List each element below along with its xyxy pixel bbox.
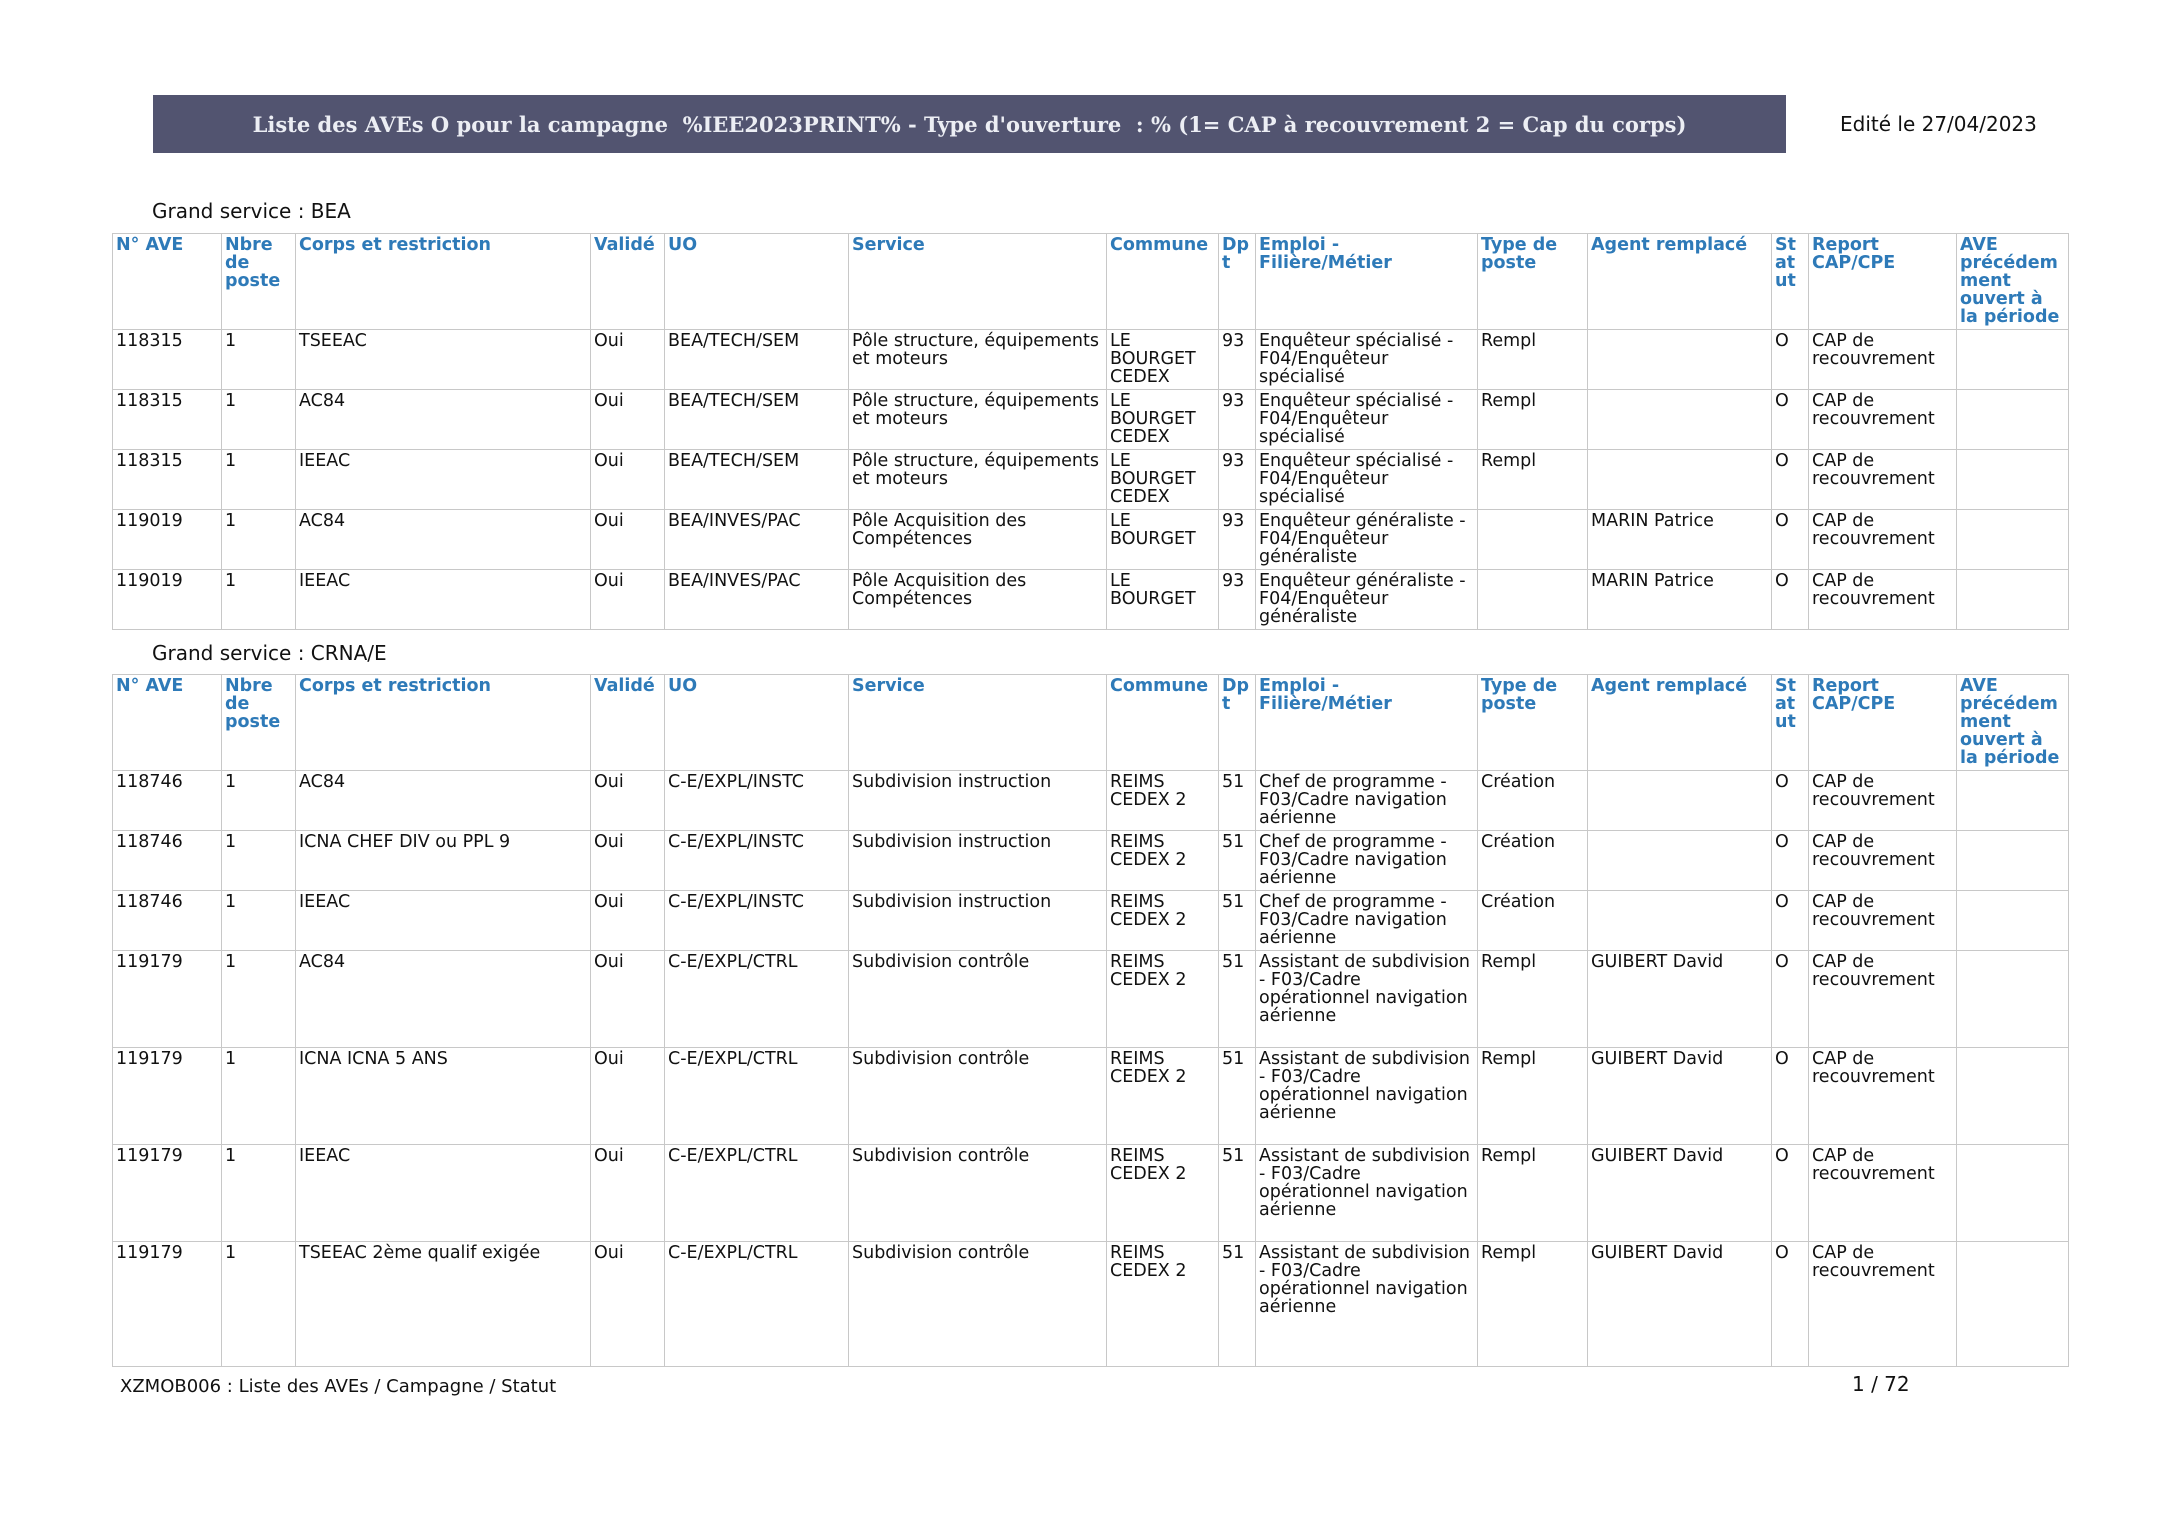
cell-dpt: 93	[1219, 450, 1256, 510]
cell-emploi-filiere-metier: Assistant de subdivision - F03/Cadre opérationnel navigation aérienne	[1256, 1242, 1478, 1367]
column-header-uo: UO	[665, 234, 849, 330]
cell-emploi-filiere-metier: Enquêteur spécialisé - F04/Enquêteur spécialisé	[1256, 390, 1478, 450]
cell-ave-number: 118746	[113, 891, 222, 951]
cell-type-poste	[1478, 570, 1588, 630]
cell-ave-precedemment-ouvert	[1957, 570, 2069, 630]
cell-commune: LE BOURGET	[1107, 570, 1219, 630]
cell-ave-number: 118746	[113, 771, 222, 831]
table-row	[113, 1048, 2069, 1145]
cell-commune: LE BOURGET CEDEX	[1107, 450, 1219, 510]
cell-corps-restriction: ICNA ICNA 5 ANS	[296, 1048, 591, 1145]
cell-commune: REIMS CEDEX 2	[1107, 1145, 1219, 1242]
cell-statut: O	[1772, 450, 1809, 510]
cell-commune: REIMS CEDEX 2	[1107, 1242, 1219, 1367]
table-row	[113, 1242, 2069, 1367]
cell-type-poste: Rempl	[1478, 951, 1588, 1048]
cell-dpt: 51	[1219, 1048, 1256, 1145]
column-header-valide: Validé	[591, 234, 665, 330]
cell-dpt: 93	[1219, 570, 1256, 630]
cell-ave-precedemment-ouvert	[1957, 891, 2069, 951]
cell-agent-remplace: GUIBERT David	[1588, 1048, 1772, 1145]
cell-statut: O	[1772, 570, 1809, 630]
cell-emploi-filiere-metier: Assistant de subdivision - F03/Cadre opérationnel navigation aérienne	[1256, 951, 1478, 1048]
cell-uo: BEA/TECH/SEM	[665, 330, 849, 390]
cell-ave-precedemment-ouvert	[1957, 1145, 2069, 1242]
table-row	[113, 570, 2069, 630]
cell-commune: REIMS CEDEX 2	[1107, 951, 1219, 1048]
column-header-statut: Statut	[1772, 675, 1809, 771]
cell-report-cap-cpe: CAP de recouvrement	[1809, 510, 1957, 570]
cell-valide: Oui	[591, 951, 665, 1048]
cell-statut: O	[1772, 771, 1809, 831]
column-header-valide: Validé	[591, 675, 665, 771]
cell-uo: C-E/EXPL/CTRL	[665, 951, 849, 1048]
cell-report-cap-cpe: CAP de recouvrement	[1809, 1048, 1957, 1145]
column-header-uo: UO	[665, 675, 849, 771]
table-header-row	[113, 675, 2069, 771]
cell-agent-remplace	[1588, 390, 1772, 450]
cell-corps-restriction: AC84	[296, 771, 591, 831]
cell-emploi-filiere-metier: Assistant de subdivision - F03/Cadre opérationnel navigation aérienne	[1256, 1145, 1478, 1242]
section-title-crna-e: Grand service : CRNA/E	[152, 641, 387, 665]
cell-corps-restriction: IEEAC	[296, 570, 591, 630]
cell-dpt: 93	[1219, 510, 1256, 570]
cell-type-poste: Création	[1478, 771, 1588, 831]
cell-report-cap-cpe: CAP de recouvrement	[1809, 390, 1957, 450]
cell-uo: BEA/INVES/PAC	[665, 510, 849, 570]
cell-nbre-poste: 1	[222, 450, 296, 510]
table-row	[113, 831, 2069, 891]
cell-dpt: 51	[1219, 951, 1256, 1048]
cell-report-cap-cpe: CAP de recouvrement	[1809, 891, 1957, 951]
table-row	[113, 1145, 2069, 1242]
cell-emploi-filiere-metier: Chef de programme - F03/Cadre navigation aérienne	[1256, 831, 1478, 891]
table-row	[113, 390, 2069, 450]
table-header-row	[113, 234, 2069, 330]
cell-service: Pôle structure, équipements et moteurs	[849, 450, 1107, 510]
cell-emploi-filiere-metier: Enquêteur généraliste - F04/Enquêteur généraliste	[1256, 510, 1478, 570]
column-header-ave-number: N° AVE	[113, 675, 222, 771]
cell-report-cap-cpe: CAP de recouvrement	[1809, 1242, 1957, 1367]
cell-emploi-filiere-metier: Enquêteur spécialisé - F04/Enquêteur spécialisé	[1256, 330, 1478, 390]
cell-uo: BEA/INVES/PAC	[665, 570, 849, 630]
cell-corps-restriction: IEEAC	[296, 891, 591, 951]
cell-agent-remplace	[1588, 831, 1772, 891]
cell-dpt: 93	[1219, 390, 1256, 450]
cell-service: Subdivision contrôle	[849, 1145, 1107, 1242]
cell-uo: BEA/TECH/SEM	[665, 390, 849, 450]
cell-report-cap-cpe: CAP de recouvrement	[1809, 330, 1957, 390]
column-header-type-poste: Type de poste	[1478, 234, 1588, 330]
cell-commune: REIMS CEDEX 2	[1107, 891, 1219, 951]
cell-service: Pôle Acquisition des Compétences	[849, 510, 1107, 570]
cell-dpt: 51	[1219, 1242, 1256, 1367]
cell-emploi-filiere-metier: Chef de programme - F03/Cadre navigation aérienne	[1256, 891, 1478, 951]
cell-agent-remplace: MARIN Patrice	[1588, 510, 1772, 570]
cell-emploi-filiere-metier: Enquêteur généraliste - F04/Enquêteur généraliste	[1256, 570, 1478, 630]
cell-valide: Oui	[591, 570, 665, 630]
cell-valide: Oui	[591, 1242, 665, 1367]
cell-statut: O	[1772, 330, 1809, 390]
ave-table-crna-e	[112, 674, 2069, 1367]
table-row	[113, 891, 2069, 951]
column-header-dpt: Dpt	[1219, 675, 1256, 771]
cell-ave-precedemment-ouvert	[1957, 450, 2069, 510]
cell-type-poste: Rempl	[1478, 1145, 1588, 1242]
column-header-commune: Commune	[1107, 234, 1219, 330]
column-header-corps-restriction: Corps et restriction	[296, 234, 591, 330]
column-header-report-cap-cpe: Report CAP/CPE	[1809, 234, 1957, 330]
cell-corps-restriction: IEEAC	[296, 450, 591, 510]
cell-valide: Oui	[591, 330, 665, 390]
cell-service: Subdivision contrôle	[849, 1242, 1107, 1367]
cell-ave-number: 118315	[113, 330, 222, 390]
cell-nbre-poste: 1	[222, 1242, 296, 1367]
cell-corps-restriction: AC84	[296, 510, 591, 570]
cell-ave-precedemment-ouvert	[1957, 771, 2069, 831]
cell-service: Subdivision instruction	[849, 771, 1107, 831]
cell-uo: C-E/EXPL/CTRL	[665, 1242, 849, 1367]
cell-ave-precedemment-ouvert	[1957, 390, 2069, 450]
cell-agent-remplace	[1588, 330, 1772, 390]
cell-nbre-poste: 1	[222, 771, 296, 831]
cell-service: Subdivision contrôle	[849, 951, 1107, 1048]
cell-report-cap-cpe: CAP de recouvrement	[1809, 570, 1957, 630]
cell-statut: O	[1772, 1242, 1809, 1367]
cell-nbre-poste: 1	[222, 831, 296, 891]
cell-dpt: 51	[1219, 1145, 1256, 1242]
cell-agent-remplace: GUIBERT David	[1588, 1145, 1772, 1242]
cell-service: Subdivision contrôle	[849, 1048, 1107, 1145]
cell-ave-number: 119179	[113, 951, 222, 1048]
cell-uo: C-E/EXPL/CTRL	[665, 1048, 849, 1145]
cell-statut: O	[1772, 1145, 1809, 1242]
cell-uo: BEA/TECH/SEM	[665, 450, 849, 510]
table-row	[113, 450, 2069, 510]
edition-date: Edité le 27/04/2023	[1840, 112, 2037, 136]
cell-type-poste: Rempl	[1478, 330, 1588, 390]
cell-valide: Oui	[591, 891, 665, 951]
table-row	[113, 951, 2069, 1048]
cell-emploi-filiere-metier: Chef de programme - F03/Cadre navigation aérienne	[1256, 771, 1478, 831]
cell-ave-number: 119019	[113, 570, 222, 630]
cell-ave-precedemment-ouvert	[1957, 1048, 2069, 1145]
column-header-nbre-poste: Nbre de poste	[222, 675, 296, 771]
cell-ave-number: 118315	[113, 390, 222, 450]
cell-commune: LE BOURGET	[1107, 510, 1219, 570]
ave-table-bea	[112, 233, 2069, 630]
cell-service: Pôle structure, équipements et moteurs	[849, 390, 1107, 450]
cell-ave-number: 118315	[113, 450, 222, 510]
column-header-dpt: Dpt	[1219, 234, 1256, 330]
cell-ave-number: 119019	[113, 510, 222, 570]
report-title: Liste des AVEs O pour la campagne %IEE2023PRINT% - Type d'ouverture : % (1= CAP à recouvrement 2 = Cap du corps)	[252, 111, 1687, 137]
column-header-emploi-filiere-metier: Emploi - Filière/Métier	[1256, 675, 1478, 771]
cell-agent-remplace	[1588, 771, 1772, 831]
cell-statut: O	[1772, 1048, 1809, 1145]
cell-report-cap-cpe: CAP de recouvrement	[1809, 450, 1957, 510]
cell-agent-remplace	[1588, 450, 1772, 510]
cell-commune: REIMS CEDEX 2	[1107, 1048, 1219, 1145]
column-header-agent-remplace: Agent remplacé	[1588, 675, 1772, 771]
cell-emploi-filiere-metier: Assistant de subdivision - F03/Cadre opérationnel navigation aérienne	[1256, 1048, 1478, 1145]
cell-ave-number: 119179	[113, 1145, 222, 1242]
cell-agent-remplace: GUIBERT David	[1588, 951, 1772, 1048]
cell-nbre-poste: 1	[222, 1145, 296, 1242]
cell-agent-remplace	[1588, 891, 1772, 951]
cell-corps-restriction: IEEAC	[296, 1145, 591, 1242]
cell-valide: Oui	[591, 510, 665, 570]
column-header-ave-precedemment-ouvert: AVE précédemment ouvert à la période	[1957, 675, 2069, 771]
cell-commune: REIMS CEDEX 2	[1107, 771, 1219, 831]
cell-report-cap-cpe: CAP de recouvrement	[1809, 951, 1957, 1048]
cell-ave-number: 119179	[113, 1048, 222, 1145]
cell-report-cap-cpe: CAP de recouvrement	[1809, 771, 1957, 831]
cell-ave-number: 118746	[113, 831, 222, 891]
column-header-service: Service	[849, 234, 1107, 330]
cell-statut: O	[1772, 510, 1809, 570]
column-header-service: Service	[849, 675, 1107, 771]
column-header-report-cap-cpe: Report CAP/CPE	[1809, 675, 1957, 771]
page-number: 1 / 72	[1852, 1372, 1910, 1396]
column-header-ave-number: N° AVE	[113, 234, 222, 330]
cell-nbre-poste: 1	[222, 1048, 296, 1145]
cell-service: Pôle structure, équipements et moteurs	[849, 330, 1107, 390]
footer-report-name: XZMOB006 : Liste des AVEs / Campagne / Statut	[120, 1376, 557, 1397]
cell-statut: O	[1772, 390, 1809, 450]
cell-corps-restriction: TSEEAC	[296, 330, 591, 390]
cell-corps-restriction: ICNA CHEF DIV ou PPL 9	[296, 831, 591, 891]
cell-statut: O	[1772, 831, 1809, 891]
cell-service: Pôle Acquisition des Compétences	[849, 570, 1107, 630]
cell-nbre-poste: 1	[222, 951, 296, 1048]
section-title-bea: Grand service : BEA	[152, 199, 351, 223]
cell-nbre-poste: 1	[222, 510, 296, 570]
column-header-type-poste: Type de poste	[1478, 675, 1588, 771]
cell-ave-precedemment-ouvert	[1957, 951, 2069, 1048]
cell-commune: LE BOURGET CEDEX	[1107, 390, 1219, 450]
cell-corps-restriction: AC84	[296, 390, 591, 450]
cell-statut: O	[1772, 891, 1809, 951]
cell-nbre-poste: 1	[222, 891, 296, 951]
cell-type-poste: Rempl	[1478, 390, 1588, 450]
cell-service: Subdivision instruction	[849, 831, 1107, 891]
cell-agent-remplace: GUIBERT David	[1588, 1242, 1772, 1367]
cell-type-poste: Rempl	[1478, 450, 1588, 510]
cell-service: Subdivision instruction	[849, 891, 1107, 951]
cell-corps-restriction: AC84	[296, 951, 591, 1048]
cell-nbre-poste: 1	[222, 390, 296, 450]
cell-uo: C-E/EXPL/INSTC	[665, 771, 849, 831]
column-header-agent-remplace: Agent remplacé	[1588, 234, 1772, 330]
column-header-emploi-filiere-metier: Emploi - Filière/Métier	[1256, 234, 1478, 330]
column-header-commune: Commune	[1107, 675, 1219, 771]
cell-report-cap-cpe: CAP de recouvrement	[1809, 831, 1957, 891]
cell-type-poste: Création	[1478, 831, 1588, 891]
cell-ave-precedemment-ouvert	[1957, 1242, 2069, 1367]
cell-valide: Oui	[591, 450, 665, 510]
cell-dpt: 51	[1219, 771, 1256, 831]
table-row	[113, 771, 2069, 831]
cell-ave-precedemment-ouvert	[1957, 330, 2069, 390]
report-title-banner	[153, 95, 1786, 153]
table-row	[113, 330, 2069, 390]
column-header-ave-precedemment-ouvert: AVE précédemment ouvert à la période	[1957, 234, 2069, 330]
cell-emploi-filiere-metier: Enquêteur spécialisé - F04/Enquêteur spécialisé	[1256, 450, 1478, 510]
cell-type-poste: Rempl	[1478, 1242, 1588, 1367]
column-header-statut: Statut	[1772, 234, 1809, 330]
cell-agent-remplace: MARIN Patrice	[1588, 570, 1772, 630]
cell-nbre-poste: 1	[222, 330, 296, 390]
cell-valide: Oui	[591, 771, 665, 831]
cell-dpt: 51	[1219, 891, 1256, 951]
cell-valide: Oui	[591, 1145, 665, 1242]
cell-ave-number: 119179	[113, 1242, 222, 1367]
cell-valide: Oui	[591, 1048, 665, 1145]
column-header-corps-restriction: Corps et restriction	[296, 675, 591, 771]
cell-corps-restriction: TSEEAC 2ème qualif exigée	[296, 1242, 591, 1367]
cell-commune: LE BOURGET CEDEX	[1107, 330, 1219, 390]
cell-uo: C-E/EXPL/INSTC	[665, 831, 849, 891]
cell-ave-precedemment-ouvert	[1957, 831, 2069, 891]
cell-uo: C-E/EXPL/INSTC	[665, 891, 849, 951]
cell-statut: O	[1772, 951, 1809, 1048]
cell-dpt: 93	[1219, 330, 1256, 390]
cell-report-cap-cpe: CAP de recouvrement	[1809, 1145, 1957, 1242]
cell-valide: Oui	[591, 831, 665, 891]
cell-nbre-poste: 1	[222, 570, 296, 630]
cell-type-poste: Rempl	[1478, 1048, 1588, 1145]
cell-commune: REIMS CEDEX 2	[1107, 831, 1219, 891]
cell-type-poste	[1478, 510, 1588, 570]
column-header-nbre-poste: Nbre de poste	[222, 234, 296, 330]
cell-uo: C-E/EXPL/CTRL	[665, 1145, 849, 1242]
cell-ave-precedemment-ouvert	[1957, 510, 2069, 570]
table-row	[113, 510, 2069, 570]
cell-valide: Oui	[591, 390, 665, 450]
cell-dpt: 51	[1219, 831, 1256, 891]
cell-type-poste: Création	[1478, 891, 1588, 951]
